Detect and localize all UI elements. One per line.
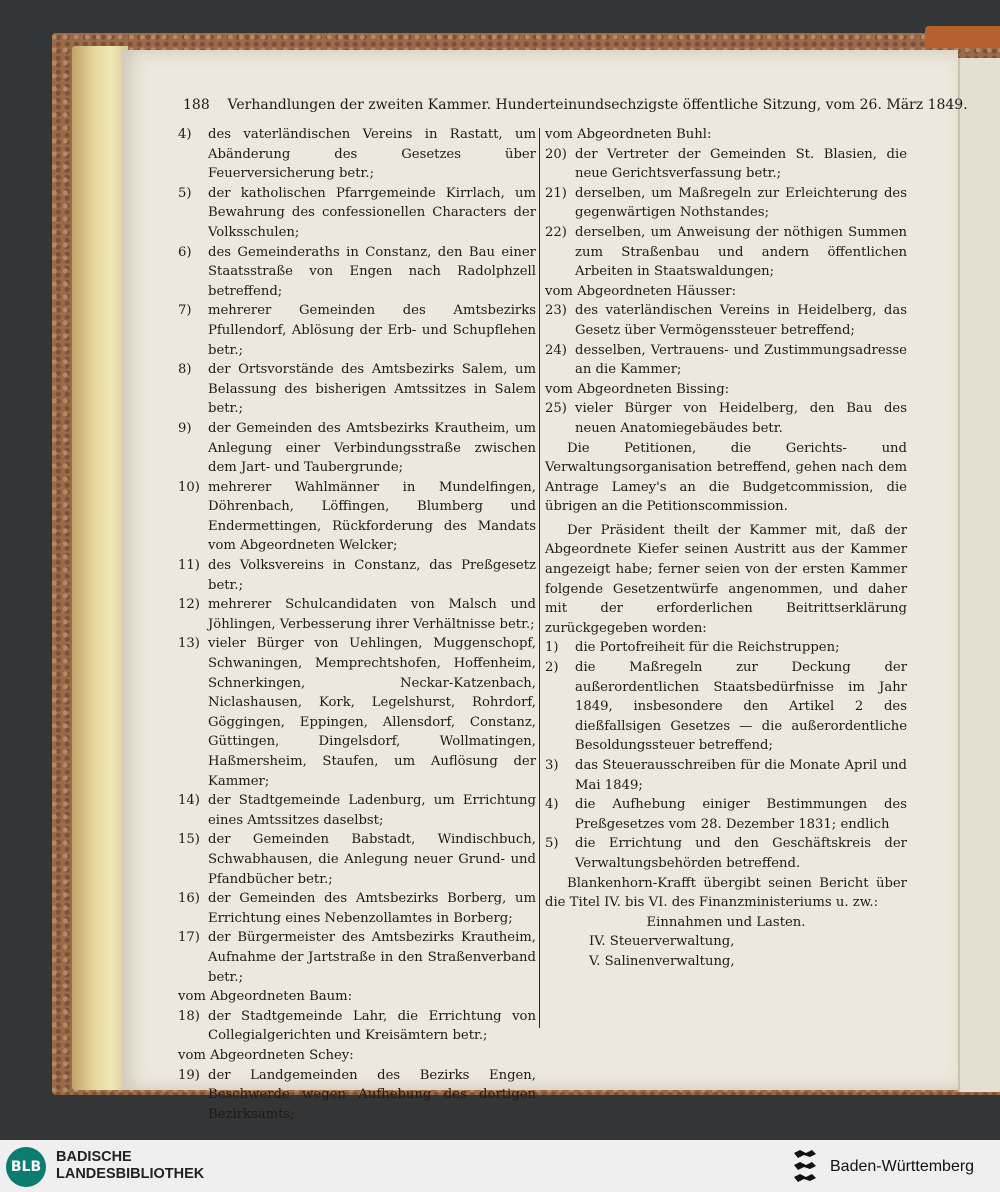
petition-entry [178, 791, 536, 830]
entry-text: die Errichtung und den Geschäftskreis der Verwaltungsbehörden betreffend. [575, 836, 907, 871]
paragraph-president: Der Präsident theilt der Kammer mit, daß der Abgeordnete Kiefer seinen Austritt aus der Kammer angezeigt habe; ferner seien von der ersten Kammer folgende Gesetzentwürfe angenommen, und daher mit der erforderlichen Beitrittserklärung zurückgegeben worden: [545, 522, 907, 636]
entry-number: 12) [178, 597, 200, 613]
entry-number: 14) [178, 793, 200, 809]
entry-number: 17) [178, 930, 200, 946]
entry-number: 5) [178, 185, 192, 201]
entry-text: die Aufhebung einiger Bestimmungen des Preßgesetzes vom 28. Dezember 1831; endlich [575, 797, 907, 832]
running-title: Verhandlungen der zweiten Kammer. Hunderteinundsechzigste öffentliche Sitzung, vom 26. März 1849. [227, 97, 968, 113]
entry-text: der Gemeinden des Amtsbezirks Borberg, um Errichtung eines Nebenzollamtes in Borberg; [208, 891, 536, 926]
section-heading: Einnahmen und Lasten. [646, 914, 806, 930]
deputy-heading [178, 1046, 536, 1066]
entry-number: 2) [545, 660, 559, 676]
blb-logo-icon[interactable] [6, 1147, 46, 1187]
entry-text: vom Abgeordneten Bissing: [545, 381, 730, 397]
petition-entry [545, 834, 907, 873]
item-v: V. Salinenverwaltung, [589, 953, 735, 969]
entry-number: 21) [545, 185, 567, 201]
entry-number: 5) [545, 836, 559, 852]
entry-text: mehrerer Schulcandidaten von Malsch und Jöhlingen, Verbesserung ihrer Verhältnisse betr.; [208, 597, 536, 632]
entry-number: 10) [178, 479, 200, 495]
entry-text: die Maßregeln zur Deckung der außerordentlichen Staatsbedürfnisse im Jahr 1849, insbesondere den Artikel 2 des dießfallsigen Gesetzes — die außerordentliche Besoldungssteuer betreffend; [575, 660, 907, 754]
entry-text: vieler Bürger von Uehlingen, Muggenschopf, Schwaningen, Memprechtshofen, Hoffenheim, Schnerkingen, Neckar-Katzenbach, Niclashausen, Kork, Legelshurst, Rohrdorf, Göggingen, Eppingen, Allensdorf, Constanz, Güttingen, Dingelsdorf, Wollmatingen, Haßmersheim, Staufen, um Auflösung der Kammer; [208, 636, 536, 789]
entry-text: derselben, um Maßregeln zur Erleichterung des gegenwärtigen Nothstandes; [575, 185, 907, 221]
entry-text: der Gemeinden Babstadt, Windischbuch, Schwabhausen, die Anlegung neuer Grund- und Pfandbücher betr.; [208, 832, 536, 887]
entry-number: 4) [545, 797, 559, 813]
petition-entry [545, 184, 907, 223]
entry-number: 19) [178, 1067, 200, 1083]
entry-text: des vaterländischen Vereins in Heidelberg, das Gesetz über Vermögenssteuer betreffend; [575, 303, 907, 338]
petition-entry [545, 795, 907, 834]
deputy-heading [178, 987, 536, 1007]
paragraph-report: Blankenhorn-Krafft übergibt seinen Bericht über die Titel IV. bis VI. des Finanzministeriums u. zw.: [545, 875, 907, 911]
petition-entry [545, 658, 907, 756]
petition-entry [545, 399, 907, 438]
partner-label: Baden-Württemberg [830, 1158, 975, 1175]
right-entries-top [545, 125, 907, 439]
entry-text: der Bürgermeister des Amtsbezirks Krautheim, Aufnahme der Jartstraße in den Straßenverband betr.; [208, 930, 536, 985]
lions-crest-icon [790, 1147, 820, 1187]
petition-entry [545, 301, 907, 340]
entry-text: der katholischen Pfarrgemeinde Kirrlach, um Bewahrung des confessionellen Characters der Volksschulen; [208, 185, 536, 240]
entry-text: die Portofreiheit für die Reichstruppen; [575, 640, 840, 656]
paragraph-petitions: Die Petitionen, die Gerichts- und Verwaltungsorganisation betreffend, gehen nach dem Antrage Lamey's an die Budgetcommission, die übrigen an die Petitionscommission. [545, 440, 907, 515]
left-column [178, 125, 536, 1124]
entry-text: derselben, um Anweisung der nöthigen Summen zum Straßenbau und andern öffentlichen Arbeiten in Staatswaldungen; [575, 224, 907, 280]
entry-text: der Stadtgemeinde Ladenburg, um Errichtung eines Amtssitzes daselbst; [208, 793, 536, 828]
entry-text: desselben, Vertrauens- und Zustimmungsadresse an die Kammer; [575, 342, 907, 378]
entry-number: 20) [545, 146, 567, 162]
entry-number: 13) [178, 636, 200, 652]
entry-text: vieler Bürger von Heidelberg, den Bau des neuen Anatomiegebäudes betr. [575, 401, 907, 436]
entry-number: 1) [545, 640, 559, 656]
petition-entry [178, 184, 536, 243]
entry-number: 24) [545, 342, 567, 358]
entry-text: der Stadtgemeinde Lahr, die Errichtung von Collegialgerichten und Kreisämtern betr.; [208, 1008, 536, 1044]
entry-text: des Volksvereins in Constanz, das Preßgesetz betr.; [208, 558, 536, 593]
entry-text: vom Abgeordneten Schey: [178, 1047, 354, 1063]
entry-number: 15) [178, 832, 200, 848]
petition-entry [178, 1066, 536, 1125]
entry-text: vom Abgeordneten Baum: [178, 989, 353, 1005]
entry-number: 9) [178, 420, 192, 436]
entry-text: der Vertreter der Gemeinden St. Blasien, die neue Gerichtsverfassung betr.; [575, 146, 907, 182]
entry-number: 6) [178, 244, 192, 260]
entry-text: des Gemeinderaths in Constanz, den Bau einer Staatsstraße von Engen nach Radolphzell betreffend; [208, 244, 536, 299]
column-divider [539, 128, 540, 1028]
petition-entry [178, 634, 536, 791]
entry-number: 4) [178, 127, 192, 142]
entry-text: vom Abgeordneten Buhl: [545, 127, 712, 142]
petition-entry [178, 301, 536, 360]
petition-entry [545, 223, 907, 282]
entry-number: 3) [545, 758, 559, 773]
petition-entry [545, 756, 907, 795]
entry-number: 25) [545, 401, 567, 417]
petition-entry [178, 125, 536, 184]
petition-entry [178, 478, 536, 556]
petition-entry [178, 830, 536, 889]
petition-entry [545, 145, 907, 184]
petition-entry [178, 360, 536, 419]
petition-entry [178, 595, 536, 634]
right-entries-bottom [545, 638, 907, 873]
item-iv: IV. Steuerverwaltung, [589, 934, 735, 950]
petition-entry [178, 928, 536, 987]
page-header [183, 97, 968, 113]
petition-entry [178, 556, 536, 595]
entry-number: 8) [178, 362, 192, 378]
entry-number: 18) [178, 1008, 200, 1024]
library-line2: LANDESBIBLIOTHEK [56, 1166, 205, 1182]
library-line1: BADISCHE [56, 1149, 132, 1165]
petition-entry [178, 1007, 536, 1046]
entry-text: mehrerer Gemeinden des Amtsbezirks Pfullendorf, Ablösung der Erb- und Schupflehen betr.; [208, 303, 536, 358]
entry-text: der Ortsvorstände des Amtsbezirks Salem, um Belassung des bisherigen Amtssitzes in Salem betr.; [208, 362, 536, 417]
entry-text: das Steuerausschreiben für die Monate April und Mai 1849; [575, 758, 907, 793]
library-name[interactable] [56, 1149, 204, 1183]
entry-number: 16) [178, 891, 200, 907]
deputy-heading [545, 380, 907, 400]
entry-text: der Gemeinden des Amtsbezirks Krautheim, um Anlegung einer Verbindungsstraße zwischen dem Jart- und Taubergrunde; [208, 420, 536, 476]
entry-text: des vaterländischen Vereins in Rastatt, um Abänderung des Gesetzes über Feuerversicherung betr.; [208, 127, 536, 182]
page-number: 188 [183, 97, 210, 113]
entry-number: 11) [178, 558, 200, 574]
petition-entry [178, 889, 536, 928]
entry-text: der Landgemeinden des Bezirks Engen, Beschwerde wegen Aufhebung des dortigen Bezirksamts; [208, 1067, 536, 1122]
entry-number: 23) [545, 303, 567, 319]
entry-text: mehrerer Wahlmänner in Mundelfingen, Döhrenbach, Löffingen, Blumberg und Endermettingen, Rückforderung des Mandats vom Abgeordneten Welcker; [208, 479, 536, 554]
petition-entry [545, 638, 907, 658]
petition-entry [178, 419, 536, 478]
deputy-heading [545, 282, 907, 302]
baden-wuerttemberg-link[interactable] [790, 1147, 990, 1187]
next-page [958, 58, 1000, 1092]
page-stack-edge [72, 46, 128, 1090]
book-spine-edge [925, 26, 1000, 48]
entry-number: 7) [178, 303, 192, 319]
entry-number: 22) [545, 224, 567, 240]
entry-text: vom Abgeordneten Häusser: [545, 283, 737, 299]
deputy-heading [545, 125, 907, 145]
blb-logo-text: BLB [10, 1159, 42, 1175]
petition-entry [545, 341, 907, 380]
petition-entry [178, 243, 536, 302]
right-column [545, 125, 907, 972]
